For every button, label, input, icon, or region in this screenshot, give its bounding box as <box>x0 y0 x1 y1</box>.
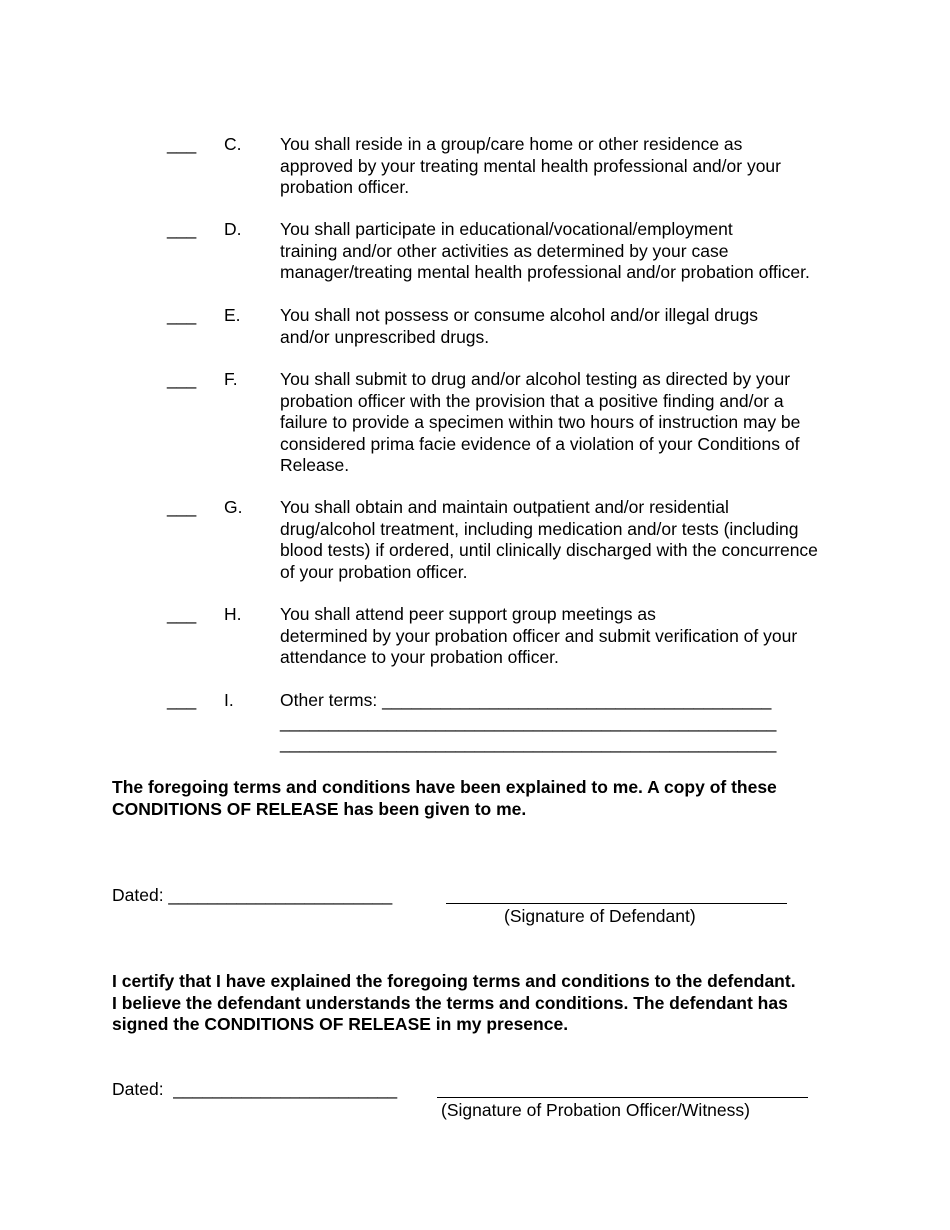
condition-text <box>280 305 840 348</box>
text-line: You shall submit to drug and/or alcohol testing as directed by your <box>280 369 791 389</box>
text-line: drug/alcohol treatment, including medication and/or tests (including <box>280 518 799 539</box>
initial-blank[interactable]: ___ <box>167 369 197 389</box>
text-line: approved by your treating mental health professional and/or your <box>280 155 781 176</box>
condition-text <box>280 497 840 583</box>
text-line: failure to provide a specimen within two hours of instruction may be <box>280 412 801 432</box>
condition-letter: F. <box>224 369 238 389</box>
statement-line: The foregoing terms and conditions have been explained to me. A copy of these <box>112 777 777 797</box>
statement-line: CONDITIONS OF RELEASE has been given to me. <box>112 798 527 819</box>
text-line: You shall attend peer support group meetings as <box>280 604 656 624</box>
defendant-signature-line[interactable] <box>446 903 787 904</box>
initial-blank[interactable]: ___ <box>167 305 197 325</box>
statement-line: signed the CONDITIONS OF RELEASE in my presence. <box>112 1014 569 1035</box>
officer-signature-line[interactable] <box>437 1097 808 1098</box>
condition-text <box>280 604 840 669</box>
condition-letter: I. <box>224 690 234 710</box>
condition-letter: D. <box>224 219 242 239</box>
text-line: You shall participate in educational/vocational/employment <box>280 219 733 239</box>
condition-letter: C. <box>224 134 242 154</box>
text-line: of your probation officer. <box>280 561 468 582</box>
condition-letter: H. <box>224 604 242 624</box>
text-line: ___________________________________________________ <box>280 711 777 732</box>
text-line: probation officer. <box>280 177 410 197</box>
condition-text <box>280 219 840 284</box>
text-line: training and/or other activities as determined by your case <box>280 240 729 261</box>
condition-letter: E. <box>224 305 241 325</box>
text-line: Release. <box>280 455 350 475</box>
acknowledgment-statement <box>112 777 777 820</box>
text-line: You shall obtain and maintain outpatient and/or residential <box>280 497 729 517</box>
statement-line: I certify that I have explained the foregoing terms and conditions to the defendant. <box>112 971 796 991</box>
condition-letter: G. <box>224 497 243 517</box>
text-line: and/or unprescribed drugs. <box>280 326 490 347</box>
dated-field[interactable]: Dated: _______________________ <box>112 1079 398 1099</box>
condition-text <box>280 134 840 199</box>
text-line: considered prima facie evidence of a violation of your Conditions of <box>280 433 800 454</box>
text-line: You shall reside in a group/care home or other residence as <box>280 134 743 154</box>
text-line: attendance to your probation officer. <box>280 647 559 667</box>
initial-blank[interactable]: ___ <box>167 690 197 710</box>
text-line: blood tests) if ordered, until clinically discharged with the concurrence <box>280 540 818 560</box>
other-terms-field[interactable] <box>280 690 840 755</box>
text-line: ___________________________________________________ <box>280 733 777 753</box>
text-line: probation officer with the provision that a positive finding and/or a <box>280 390 784 411</box>
certification-statement <box>112 971 796 1036</box>
initial-blank[interactable]: ___ <box>167 219 197 239</box>
defendant-signature-caption: (Signature of Defendant) <box>504 906 696 926</box>
text-line: You shall not possess or consume alcohol and/or illegal drugs <box>280 305 758 325</box>
text-line: determined by your probation officer and submit verification of your <box>280 625 798 646</box>
initial-blank[interactable]: ___ <box>167 604 197 624</box>
initial-blank[interactable]: ___ <box>167 497 197 517</box>
initial-blank[interactable]: ___ <box>167 134 197 154</box>
dated-field[interactable]: Dated: _______________________ <box>112 885 393 905</box>
text-line: Other terms: ________________________________________ <box>280 690 772 710</box>
statement-line: I believe the defendant understands the terms and conditions. The defendant has <box>112 992 788 1013</box>
officer-signature-caption: (Signature of Probation Officer/Witness) <box>441 1100 750 1120</box>
condition-text <box>280 369 840 477</box>
text-line: manager/treating mental health professional and/or probation officer. <box>280 262 810 282</box>
